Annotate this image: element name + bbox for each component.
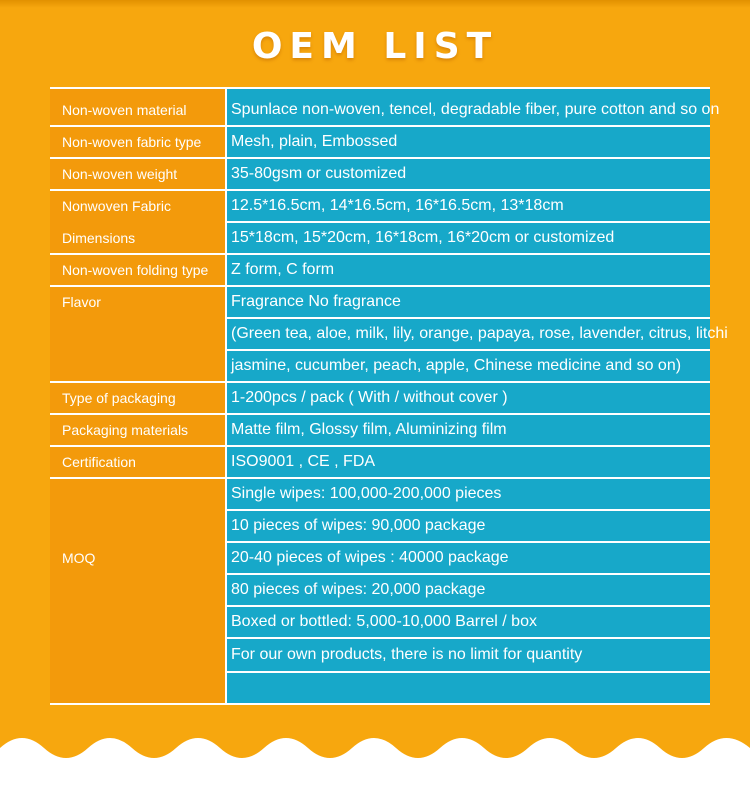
row-value: Mesh, plain, Embossed <box>231 133 398 150</box>
row-value: jasmine, cucumber, peach, apple, Chinese medicine and so on) <box>231 357 682 374</box>
row-label-moq: MOQ <box>62 550 96 566</box>
row-value: Z form, C form <box>231 261 335 278</box>
scalloped-bottom-edge <box>0 738 750 791</box>
row-value: Boxed or bottled: 5,000-10,000 Barrel / box <box>231 613 537 630</box>
row-label-non-woven-material: Non-woven material <box>62 102 187 118</box>
top-shadow <box>0 0 750 8</box>
row-label-flavor: Flavor <box>62 294 101 310</box>
value-row-divider <box>227 637 710 639</box>
row-value: ISO9001 , CE , FDA <box>231 453 376 470</box>
label-row-divider <box>50 703 225 705</box>
oem-table <box>50 87 728 705</box>
label-row-divider <box>50 477 225 479</box>
row-value: Matte film, Glossy film, Aluminizing film <box>231 421 507 438</box>
row-value: For our own products, there is no limit for quantity <box>231 646 583 663</box>
row-label-packaging-type: Type of packaging <box>62 390 176 406</box>
row-label-fabric-type: Non-woven fabric type <box>62 134 202 150</box>
row-value: 80 pieces of wipes: 20,000 package <box>231 581 486 598</box>
row-value: 12.5*16.5cm, 14*16.5cm, 16*16.5cm, 13*18cm <box>231 197 564 214</box>
row-value: 20-40 pieces of wipes : 40000 package <box>231 549 509 566</box>
row-value: 35-80gsm or customized <box>231 165 407 182</box>
page-title: OEM LIST <box>251 26 499 67</box>
row-label-dimensions: Dimensions <box>62 230 136 246</box>
column-divider <box>225 87 227 705</box>
row-label-folding-type: Non-woven folding type <box>62 262 209 278</box>
row-label-certification: Certification <box>62 454 136 470</box>
row-label-weight: Non-woven weight <box>62 166 178 182</box>
row-value: Spunlace non-woven, tencel, degradable fiber, pure cotton and so on <box>231 101 720 118</box>
row-label-packaging-materials: Packaging materials <box>62 422 189 438</box>
row-label-nonwoven-fabric: Nonwoven Fabric <box>62 198 171 214</box>
row-value: 1-200pcs / pack ( With / without cover ) <box>231 389 508 406</box>
row-value: Fragrance No fragrance <box>231 293 401 310</box>
value-row-divider <box>227 671 710 673</box>
value-row-divider <box>227 703 710 705</box>
row-value: 10 pieces of wipes: 90,000 package <box>231 517 486 534</box>
row-value: 15*18cm, 15*20cm, 16*18cm, 16*20cm or customized <box>231 229 615 246</box>
row-value: (Green tea, aloe, milk, lily, orange, papaya, rose, lavender, citrus, litchi <box>231 325 728 342</box>
table-top-border <box>50 87 710 89</box>
row-value: Single wipes: 100,000-200,000 pieces <box>231 485 502 502</box>
